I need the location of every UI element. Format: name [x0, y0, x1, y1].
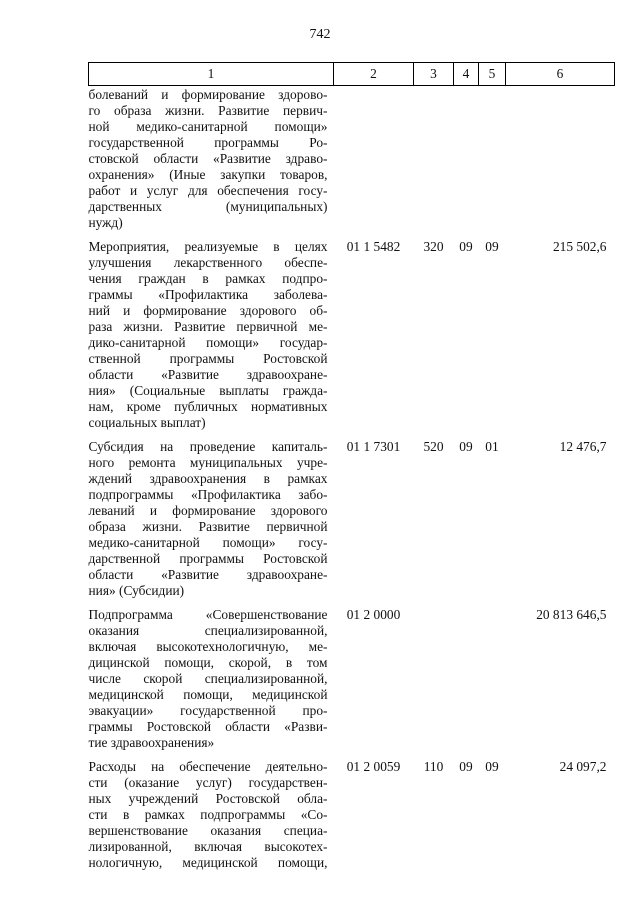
row-pr — [479, 607, 506, 759]
description-line: подпрограммы «Профилактика забо- — [88, 487, 328, 502]
header-col-2: 2 — [334, 63, 414, 86]
row-vr: 320 — [423, 239, 444, 254]
description-line: области «Развитие здравоохране- — [88, 567, 328, 582]
row-csr: 01 1 7301 — [346, 439, 401, 454]
row-amount: 20 813 646,5 — [536, 607, 607, 622]
description-line: ного ремонта муниципальных учре- — [88, 455, 328, 470]
description-line: эвакуации» государственной про- — [88, 703, 328, 718]
row-amount: 215 502,6 — [552, 239, 607, 254]
description-line: ния» (Социальные выплаты гражда- — [88, 383, 328, 398]
description-line: дико-санитарной помощи» государ- — [88, 335, 328, 350]
description-line: дарственной программы Ростовской — [88, 551, 328, 566]
description-line: государственной программы Ро- — [88, 135, 328, 150]
description-line: включая высокотехнологичную, ме- — [88, 639, 328, 654]
row-amount: 24 097,2 — [559, 759, 607, 774]
row-vr: 520 — [423, 439, 444, 454]
budget-table — [88, 62, 615, 879]
description-line: числе скорой специализированной, — [88, 671, 328, 686]
row-csr: 01 1 5482 — [346, 239, 401, 254]
description-line: Мероприятия, реализуемые в целях — [88, 239, 328, 254]
row-description — [89, 86, 334, 240]
description-line: социальных выплат) — [88, 415, 206, 430]
header-col-3: 3 — [414, 63, 454, 86]
table-row — [89, 86, 615, 240]
description-line: го образа жизни. Развитие первич- — [88, 103, 328, 118]
header-col-4: 4 — [454, 63, 479, 86]
description-line: сти в рамках подпрограммы «Со- — [88, 807, 328, 822]
row-rz — [454, 607, 479, 759]
description-line: области «Развитие здравоохране- — [88, 367, 328, 382]
description-line: сти (оказание услуг) государствен- — [88, 775, 328, 790]
description-line: леваний и формирование здорового — [88, 503, 328, 518]
description-line: улучшения лекарственного обеспе- — [88, 255, 328, 270]
description-line: вершенствование оказания специа- — [88, 823, 328, 838]
description-line: нам, кроме публичных нормативных — [88, 399, 328, 414]
description-line: работ и услуг для обеспечения госу- — [88, 183, 328, 198]
row-description — [89, 759, 334, 879]
row-rz: 09 — [459, 759, 473, 774]
description-line: чения граждан в рамках подпро- — [88, 271, 328, 286]
description-line: охранения» (Иные закупки товаров, — [88, 167, 328, 182]
description-line: раза жизни. Развитие первичной ме- — [88, 319, 328, 334]
table-row — [89, 239, 615, 439]
header-col-6: 6 — [506, 63, 615, 86]
description-line: граммы Ростовской области «Разви- — [88, 719, 328, 734]
description-line: медицинской помощи, медицинской — [88, 687, 328, 702]
description-line: граммы «Профилактика заболева- — [88, 287, 328, 302]
description-line: дарственных (муниципальных) — [88, 199, 328, 214]
description-line: болеваний и формирование здорово- — [88, 87, 328, 102]
row-csr: 01 2 0000 — [346, 607, 401, 622]
description-line: Расходы на обеспечение деятельно- — [88, 759, 328, 774]
description-line: нологичную, медицинской помощи, — [88, 855, 328, 870]
row-pr — [479, 86, 506, 240]
table-header — [89, 63, 615, 86]
row-rz — [454, 86, 479, 240]
row-vr: 110 — [423, 759, 444, 774]
header-col-1: 1 — [89, 63, 334, 86]
description-line: Подпрограмма «Совершенствование — [88, 607, 328, 622]
row-vr — [414, 86, 454, 240]
description-line: оказания специализированной, — [88, 623, 328, 638]
row-rz: 09 — [459, 239, 473, 254]
row-amount: 12 476,7 — [559, 439, 607, 454]
description-line: ных учреждений Ростовской обла- — [88, 791, 328, 806]
table-row — [89, 607, 615, 759]
row-rz: 09 — [459, 439, 473, 454]
description-line: ния» (Субсидии) — [88, 583, 185, 598]
row-description — [89, 239, 334, 439]
table-row — [89, 759, 615, 879]
table-row — [89, 439, 615, 607]
description-line: дицинской помощи, скорой, в том — [88, 655, 328, 670]
description-line: нужд) — [88, 215, 123, 230]
description-line: стовской области «Развитие здраво- — [88, 151, 328, 166]
row-pr: 09 — [485, 759, 499, 774]
description-line: образа жизни. Развитие первичной — [88, 519, 328, 534]
description-line: ной медико-санитарной помощи» — [88, 119, 328, 134]
row-csr — [334, 86, 414, 240]
table-body — [89, 86, 615, 880]
description-line: лизированной, включая высокотех- — [88, 839, 328, 854]
row-description — [89, 439, 334, 607]
row-csr: 01 2 0059 — [346, 759, 401, 774]
description-line: ний и формирование здорового об- — [88, 303, 328, 318]
description-line: медико-санитарной помощи» госу- — [88, 535, 328, 550]
description-line: тие здравоохранения» — [88, 735, 215, 750]
page-number: 742 — [309, 27, 331, 42]
row-description — [89, 607, 334, 759]
row-pr: 01 — [485, 439, 499, 454]
description-line: Субсидия на проведение капиталь- — [88, 439, 328, 454]
header-col-5: 5 — [479, 63, 506, 86]
row-amount — [506, 86, 615, 240]
description-line: ственной программы Ростовской — [88, 351, 328, 366]
row-vr — [414, 607, 454, 759]
row-pr: 09 — [485, 239, 499, 254]
description-line: ждений здравоохранения в рамках — [88, 471, 328, 486]
